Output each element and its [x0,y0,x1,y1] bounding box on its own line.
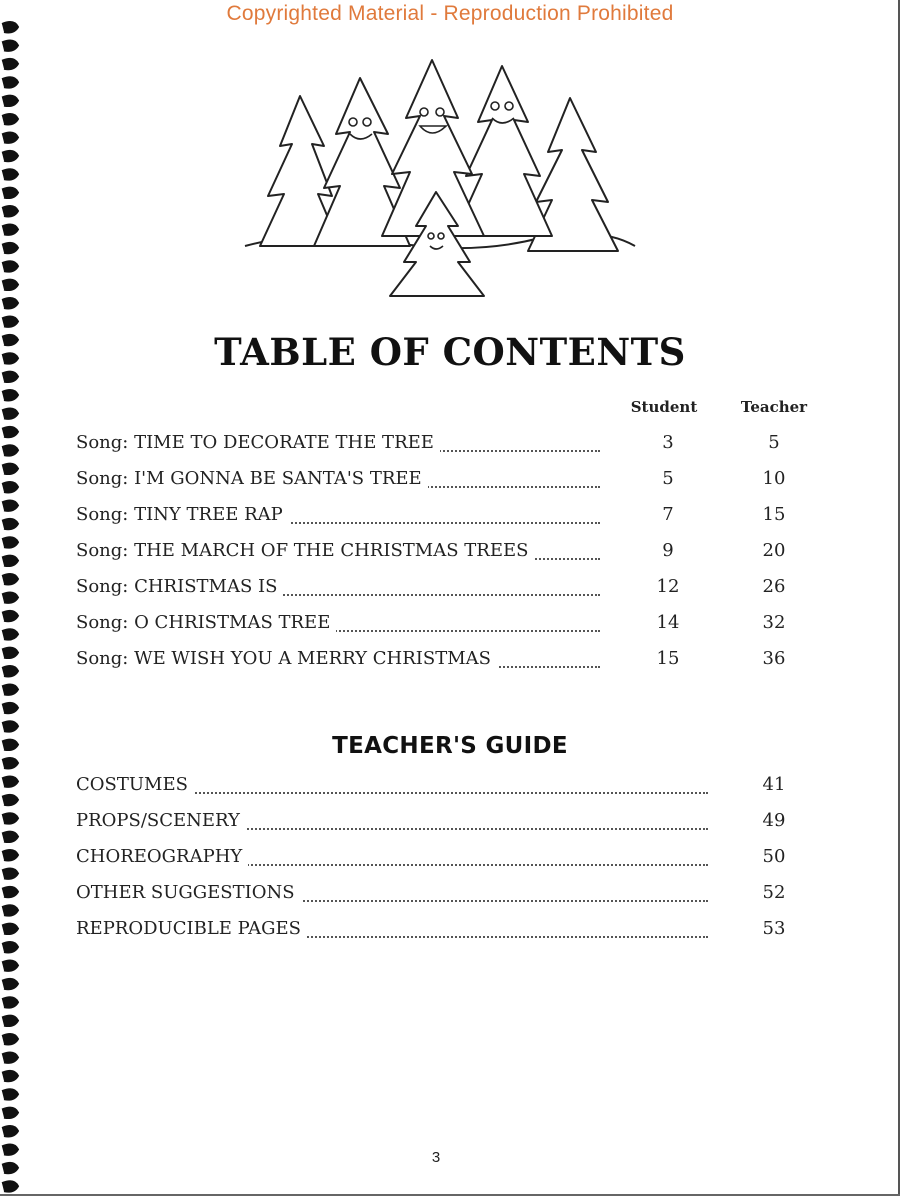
teacher-page-number: 20 [762,540,786,561]
binding-ring [2,776,18,786]
teacher-page-number: 26 [762,576,786,597]
binding-ring [2,703,18,713]
binding-ring [2,519,18,529]
toc-entry-label: Song: THE MARCH OF THE CHRISTMAS TREES [76,540,534,561]
binding-ring [2,813,18,823]
student-page-number: 15 [656,648,680,669]
binding-ring [2,556,18,566]
toc-entry-label: Song: TIME TO DECORATE THE TREE [76,432,440,453]
guide-entry-label: REPRODUCIBLE PAGES [76,918,307,939]
binding-ring [2,997,18,1007]
binding-ring [2,224,18,234]
toc-entry-label: Song: TINY TREE RAP [76,504,289,525]
binding-ring [2,408,18,418]
guide-entry-label: COSTUMES [76,774,194,795]
toc-entry-label: Song: WE WISH YOU A MERRY CHRISTMAS [76,648,497,669]
binding-ring [2,243,18,253]
binding-ring [2,390,18,400]
binding-ring [2,721,18,731]
binding-ring [2,887,18,897]
binding-ring [2,537,18,547]
guide-entry-label: CHOREOGRAPHY [76,846,248,867]
binding-ring [2,684,18,694]
page-number: 3 [431,1149,441,1166]
binding-ring [2,1181,18,1191]
binding-ring [2,482,18,492]
student-page-number: 7 [662,504,674,525]
toc-entry-label: Song: O CHRISTMAS TREE [76,612,336,633]
binding-ring [2,1126,18,1136]
guide-page-number: 50 [762,846,786,867]
guide-entry-label: OTHER SUGGESTIONS [76,882,301,903]
teacher-page-number: 32 [762,612,786,633]
binding-ring [2,77,18,87]
teacher-page-number: 36 [762,648,786,669]
page-title: TABLE OF CONTENTS [214,330,686,374]
binding-ring [2,280,18,290]
binding-ring [2,464,18,474]
binding-ring [2,868,18,878]
binding-ring [2,114,18,124]
spiral-binding [0,18,22,1196]
binding-ring [2,59,18,69]
binding-ring [2,1034,18,1044]
guide-page-number: 53 [762,918,786,939]
guide-entry-label: PROPS/SCENERY [76,810,246,831]
binding-ring [2,905,18,915]
binding-ring [2,298,18,308]
binding-ring [2,169,18,179]
binding-ring [2,574,18,584]
student-page-number: 14 [656,612,680,633]
guide-page-number: 49 [762,810,786,831]
binding-ring [2,832,18,842]
student-column-header: Student [630,398,698,416]
binding-ring [2,666,18,676]
binding-ring [2,427,18,437]
teacher-page-number: 10 [762,468,786,489]
binding-ring [2,96,18,106]
binding-ring [2,795,18,805]
binding-ring [2,500,18,510]
student-page-number: 12 [656,576,680,597]
binding-ring [2,924,18,934]
teacher-page-number: 15 [762,504,786,525]
teachers-guide-heading: TEACHER'S GUIDE [332,733,568,759]
binding-ring [2,261,18,271]
binding-ring [2,960,18,970]
student-page-number: 3 [662,432,674,453]
guide-page-number: 41 [762,774,786,795]
binding-ring [2,1089,18,1099]
binding-ring [2,445,18,455]
binding-ring [2,758,18,768]
student-page-number: 5 [662,468,674,489]
binding-ring [2,188,18,198]
binding-ring [2,592,18,602]
binding-ring [2,942,18,952]
teacher-page-number: 5 [768,432,780,453]
guide-page-number: 52 [762,882,786,903]
binding-ring [2,1071,18,1081]
binding-ring [2,22,18,32]
binding-ring [2,151,18,161]
binding-ring [2,316,18,326]
copyright-watermark: Copyrighted Material - Reproduction Prohibited [226,2,674,25]
binding-ring [2,979,18,989]
binding-ring [2,206,18,216]
binding-ring [2,40,18,50]
binding-ring [2,1052,18,1062]
binding-ring [2,850,18,860]
binding-ring [2,1016,18,1026]
teacher-column-header: Teacher [740,398,808,416]
christmas-trees-illustration [240,56,640,306]
toc-entry-label: Song: I'M GONNA BE SANTA'S TREE [76,468,428,489]
binding-ring [2,1108,18,1118]
binding-ring [2,629,18,639]
binding-ring [2,611,18,621]
binding-ring [2,648,18,658]
toc-entry-label: Song: CHRISTMAS IS [76,576,283,597]
student-page-number: 9 [662,540,674,561]
binding-ring [2,132,18,142]
